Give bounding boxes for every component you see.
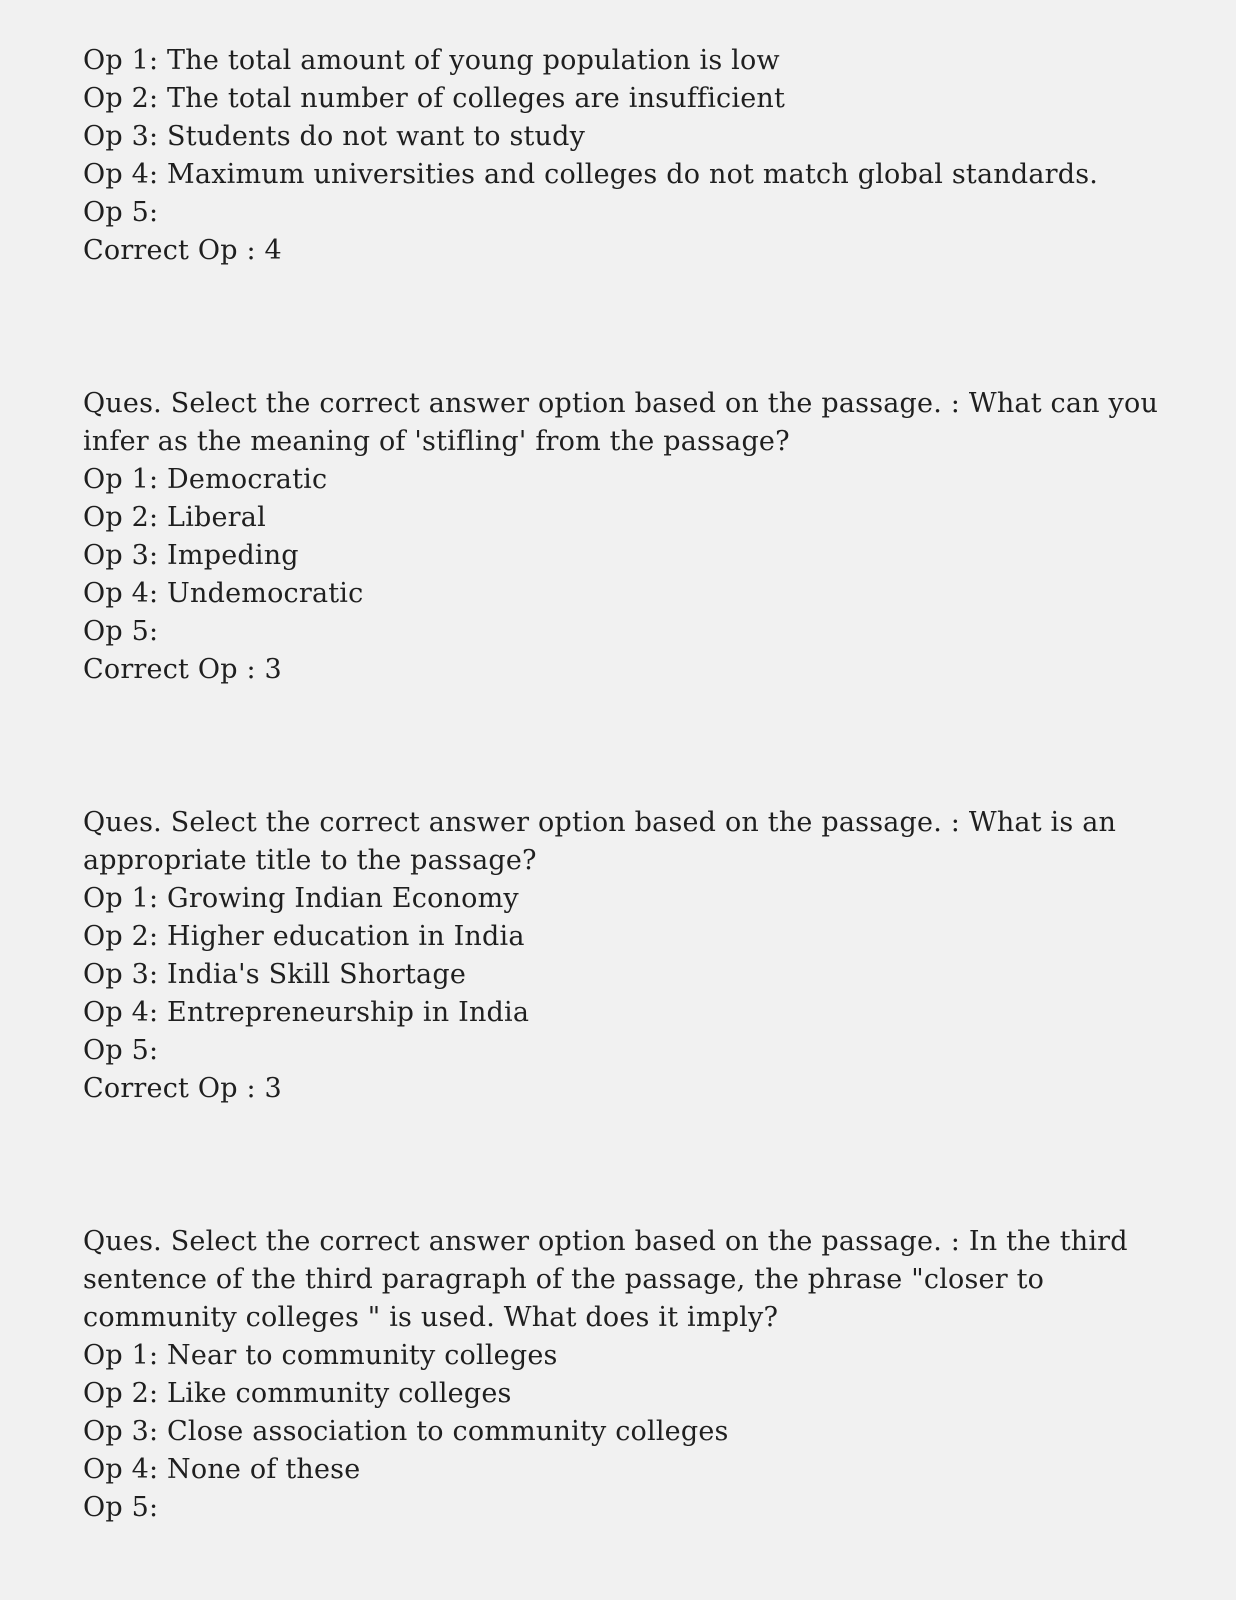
option-2: Op 2: Liberal	[83, 502, 266, 533]
option-5: Op 5:	[83, 616, 159, 647]
option-5: Op 5:	[83, 1035, 159, 1066]
question-text: Ques. Select the correct answer option based on the passage. : What can you infer as the meaning of 'stifling' from the passage?	[83, 388, 1159, 457]
option-1: Op 1: The total amount of young population is low	[83, 45, 780, 76]
question-text: Ques. Select the correct answer option based on the passage. : What is an appropriate title to the passage?	[83, 807, 1117, 876]
option-1: Op 1: Near to community colleges	[83, 1340, 558, 1371]
option-2: Op 2: Like community colleges	[83, 1378, 512, 1409]
option-4: Op 4: Entrepreneurship in India	[83, 997, 530, 1028]
correct-option: Correct Op : 4	[83, 235, 282, 266]
option-2: Op 2: The total number of colleges are insufficient	[83, 83, 786, 114]
option-5: Op 5:	[83, 1492, 159, 1523]
question-block-1	[83, 42, 1163, 270]
question-text: Ques. Select the correct answer option based on the passage. : In the third sentence of the third paragraph of the passage, the phrase "closer to community colleges " is used. What does it imply?	[83, 1226, 1128, 1333]
option-2: Op 2: Higher education in India	[83, 921, 525, 952]
option-3: Op 3: India's Skill Shortage	[83, 959, 466, 990]
document-page	[83, 42, 1163, 1527]
option-3: Op 3: Impeding	[83, 540, 299, 571]
correct-option: Correct Op : 3	[83, 654, 282, 685]
option-1: Op 1: Democratic	[83, 464, 328, 495]
option-4: Op 4: Maximum universities and colleges do not match global standards.	[83, 159, 1099, 190]
question-block-3	[83, 804, 1163, 1108]
question-block-4	[83, 1223, 1163, 1527]
option-3: Op 3: Students do not want to study	[83, 121, 586, 152]
question-block-2	[83, 385, 1163, 689]
option-3: Op 3: Close association to community colleges	[83, 1416, 729, 1447]
option-1: Op 1: Growing Indian Economy	[83, 883, 519, 914]
option-5: Op 5:	[83, 197, 159, 228]
correct-option: Correct Op : 3	[83, 1073, 282, 1104]
option-4: Op 4: Undemocratic	[83, 578, 364, 609]
option-4: Op 4: None of these	[83, 1454, 361, 1485]
